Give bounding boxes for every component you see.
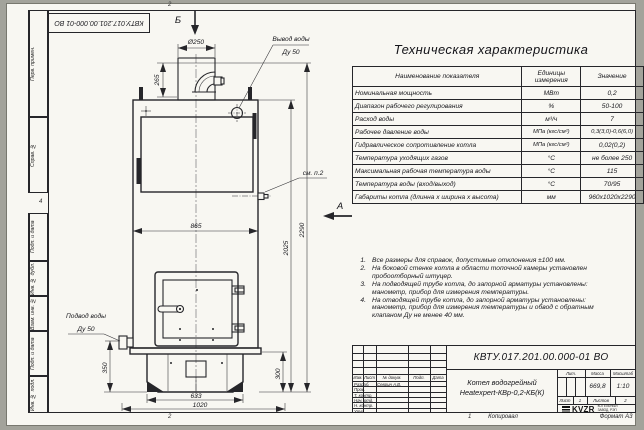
row-name: Габариты котла (длинна х ширина х высота)	[353, 191, 522, 204]
col-list: Лист	[363, 375, 376, 380]
col-podp: Подп.	[413, 375, 425, 380]
developer-name: Севрин А.В.	[377, 381, 402, 387]
lit-label: Лит.	[565, 370, 577, 376]
row-unit: МПа (кгс/см²)	[522, 139, 581, 152]
grid-line	[353, 360, 446, 361]
note-number: 4.	[360, 297, 366, 305]
margin-cell	[28, 376, 48, 413]
kvzr-logo-icon	[562, 406, 570, 413]
product-name-line2: Heatexpert-КВр-0,2-КБ(К)	[459, 388, 545, 397]
dim-300-text: 300	[275, 368, 282, 380]
mass-label: Масса	[591, 370, 604, 376]
product-name-line1: Котел водогрейный	[467, 378, 537, 387]
logo-sub-line2: ЗАВОД, РЭП	[597, 408, 617, 412]
row-unit: мм	[522, 191, 581, 204]
see-note-label: см. п.2	[302, 170, 324, 177]
row-value: 0,02(0,2)	[581, 139, 644, 152]
grid-line	[575, 377, 576, 396]
scale-label: Масштаб	[612, 370, 634, 376]
notes-list	[354, 257, 604, 320]
inlet-label-2: Ду 50	[77, 326, 95, 333]
row-value: 70/95	[581, 178, 644, 191]
grid-line	[353, 367, 446, 368]
water-outlet	[228, 35, 310, 122]
row-name: Температура уходящих газов	[353, 152, 522, 165]
row-value: не более 250	[581, 152, 644, 165]
sheets-value: 2	[624, 397, 627, 403]
title-block	[352, 345, 636, 413]
margin-label: Инв. № подл.	[30, 378, 36, 411]
dim-d250-text: Ø250	[187, 39, 205, 46]
boiler-drawing	[48, 10, 356, 413]
row-name: Рабочее давление воды	[353, 126, 522, 139]
row-unit: °С	[522, 152, 581, 165]
note-text: На боковой стенке котла в области топочной камеры установлен пробоотборный штуцер.	[372, 265, 587, 280]
kvzr-logo-text: KVZR	[572, 404, 595, 414]
view-a-marker	[323, 201, 352, 220]
dim-865-text: 865	[190, 223, 202, 230]
dim-265-text: 265	[154, 74, 161, 86]
dim-2290-text: 2290	[299, 222, 306, 238]
view-a-label: А	[336, 201, 344, 212]
dim-865	[133, 223, 258, 231]
chimney	[178, 58, 224, 100]
flue-elbow	[195, 72, 215, 92]
scale-value: 1:10	[616, 383, 630, 390]
col-header: Значение	[581, 67, 644, 87]
dim-2025	[259, 100, 295, 392]
note-number: 1.	[360, 257, 366, 264]
zone-marker-bottom: 2	[168, 414, 172, 420]
margin-cell	[28, 213, 48, 261]
role-utv: Утв.	[354, 408, 364, 414]
note-item	[354, 257, 604, 264]
margin-label: Перв. примен.	[29, 11, 38, 116]
table-title: Техническая характеристика	[393, 42, 589, 57]
margin-cell	[28, 10, 48, 117]
margin-label: Подп. и дата	[29, 332, 38, 375]
furnace-door	[155, 272, 244, 346]
margin-cell	[28, 261, 48, 296]
margin-cell	[28, 296, 48, 331]
note-number: 2.	[360, 265, 366, 273]
note-item	[354, 297, 604, 319]
row-unit: %	[522, 100, 581, 113]
dim-633-text: 633	[190, 393, 202, 400]
col-docnum: № докум.	[382, 375, 402, 380]
outlet-label-1: Вывод воды	[272, 36, 310, 43]
note-item	[354, 281, 604, 296]
row-value: 960х1020х2290	[581, 191, 644, 204]
grid-line	[566, 377, 567, 396]
water-inlet	[66, 312, 133, 349]
zone-marker-bottom: 1	[468, 414, 472, 420]
dim-300	[262, 352, 287, 392]
view-b-label: Б	[174, 15, 182, 26]
note-text: Все размеры для справок, допустимые отклонения ±100 мм.	[372, 257, 566, 264]
inlet-label-1: Подвод воды	[66, 313, 106, 320]
dim-1020	[122, 402, 285, 411]
role-prov: Пров.	[354, 387, 366, 392]
col-header: Наименование показателя	[353, 67, 522, 87]
row-name: Температура воды (вход/выход)	[353, 178, 522, 191]
note-text: На подводящей трубе котла, до запорной арматуры установлены: манометр, прибор для измерения температуры.	[372, 281, 588, 296]
view-b-marker	[175, 10, 199, 35]
dim-265	[154, 63, 177, 97]
upper-panel	[141, 117, 253, 192]
sheets-label: Листов	[593, 397, 609, 403]
sampling-fitting	[232, 170, 327, 200]
note-number: 3.	[360, 281, 366, 289]
col-header: Единицы измерения	[522, 67, 581, 87]
row-value: 0,2	[581, 87, 644, 100]
role-tkontr: Т. контр.	[354, 392, 373, 398]
note-text: На отводящей трубе котла, до запорной арматуры установлены: манометр, прибор для измерения температуры и обвод с обратным клапаном Ду не менее 40 мм.	[372, 297, 594, 319]
margin-label: Инв. № дубл.	[30, 262, 36, 295]
dim-350-text: 350	[102, 362, 109, 374]
dim-d250	[178, 39, 215, 57]
row-name: Гидравлическое сопротивление котла	[353, 139, 522, 152]
row-unit: °С	[522, 178, 581, 191]
zone-marker-top: 2	[168, 2, 172, 8]
row-name: Максимальная рабочая температура воды	[353, 165, 522, 178]
row-unit: МПа (кгс/см²)	[522, 126, 581, 139]
row-value: 50-100	[581, 100, 644, 113]
col-data: Дата	[432, 375, 444, 380]
margin-label: Взам. инв. №	[30, 297, 36, 330]
mass-value: 669,8	[589, 383, 606, 390]
doc-number: КВТУ.017.201.00.000-01 ВО	[473, 352, 609, 363]
logo-sub-line1: КОТЕЛЬНЫЙ	[597, 404, 618, 409]
rotated-doc-number: КВТУ.017.201.00.000-01 ВО	[54, 19, 144, 26]
company-logo	[558, 405, 635, 413]
margin-cell	[28, 117, 48, 193]
outlet-label-2: Ду 50	[282, 49, 300, 56]
dim-2025-text: 2025	[283, 240, 290, 256]
dim-1020-text: 1020	[192, 402, 208, 409]
margin-cell	[28, 331, 48, 376]
sheet-value: 1	[578, 397, 582, 403]
zone-marker-left: 4	[39, 199, 43, 205]
row-value: 0,3(3,0)-0,6(6,0)	[581, 126, 644, 139]
boiler-body	[133, 87, 258, 348]
format-label: Формат А3	[599, 414, 633, 420]
kvzr-logo-subtext	[598, 405, 618, 412]
row-name: Диапазон рабочего регулирования	[353, 100, 522, 113]
product-name	[447, 372, 557, 412]
row-unit: °С	[522, 165, 581, 178]
row-value: 115	[581, 165, 644, 178]
margin-label: Подп. и дата	[29, 214, 38, 260]
row-unit: МВт	[522, 87, 581, 100]
boiler-base	[130, 348, 261, 392]
col-izm: Изм.	[353, 375, 363, 380]
role-razrab: Разраб.	[354, 381, 370, 387]
row-unit: м³/ч	[522, 113, 581, 126]
row-name: Расход воды	[353, 113, 522, 126]
sheet-label: Лист	[559, 397, 571, 403]
note-item	[354, 265, 604, 280]
role-nkontr: Н. контр.	[354, 403, 374, 408]
role-nachotd: Нач. отд.	[354, 397, 374, 403]
row-value: 7	[581, 113, 644, 126]
copy-label: Копировал	[488, 414, 518, 420]
tech-table	[352, 66, 644, 204]
row-name: Номинальная мощность	[353, 87, 522, 100]
margin-label: Справ. №	[29, 118, 38, 192]
dim-2290	[259, 63, 311, 392]
grid-line	[353, 353, 446, 354]
